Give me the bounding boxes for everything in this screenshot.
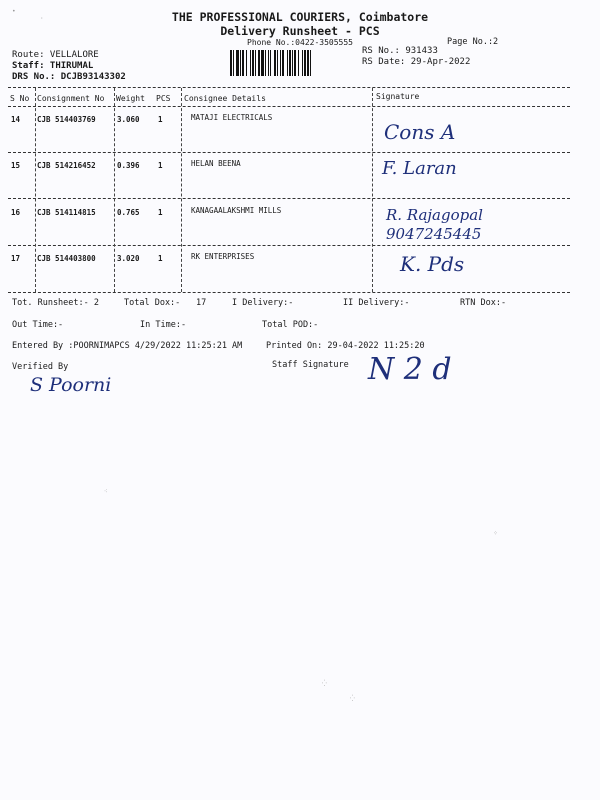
- column-divider: [372, 88, 373, 292]
- column-divider: [114, 88, 115, 292]
- row-weight: 3.060: [117, 115, 140, 124]
- row-sno: 14: [11, 115, 21, 124]
- divider: [8, 292, 570, 293]
- row-pcs: 1: [158, 115, 163, 124]
- row-sno: 16: [11, 208, 21, 217]
- col-header-weight: Weight: [116, 94, 145, 103]
- row-consignment: CJB 514403800: [37, 254, 96, 263]
- scan-speck: •: [12, 8, 16, 15]
- handwritten-signature: Cons A: [384, 120, 456, 144]
- company-name: THE PROFESSIONAL COURIERS, Coimbatore: [171, 10, 429, 24]
- row-consignment: CJB 514114815: [37, 208, 96, 217]
- column-divider: [35, 88, 36, 292]
- total-pod: Total POD:-: [262, 320, 319, 330]
- divider: [8, 87, 570, 88]
- scan-speck: ⁘: [493, 530, 499, 537]
- out-time: Out Time:-: [12, 320, 64, 330]
- total-dox-value: 17: [196, 298, 207, 308]
- col-header-pcs: PCS: [156, 94, 171, 103]
- document-title: Delivery Runsheet - PCS: [220, 24, 380, 38]
- divider: [8, 245, 570, 246]
- staff-signature: N 2 d: [368, 352, 452, 387]
- row-sno: 15: [11, 161, 21, 170]
- rs-date: RS Date: 29-Apr-2022: [362, 57, 471, 67]
- row-consignee: HELAN BEENA: [191, 159, 241, 168]
- row-pcs: 1: [158, 254, 163, 263]
- row-consignee: MATAJI ELECTRICALS: [191, 113, 273, 122]
- scan-speck: ⁛: [322, 680, 327, 687]
- row-weight: 0.396: [117, 161, 140, 170]
- verified-by-label: Verified By: [12, 362, 69, 372]
- divider: [8, 198, 570, 199]
- handwritten-signature: K. Pds: [400, 252, 465, 276]
- drs-number: DRS No.: DCJB93143302: [12, 72, 126, 82]
- scan-speck: ⁖: [104, 488, 108, 495]
- handwritten-phone: 9047245445: [386, 225, 482, 243]
- divider: [8, 106, 570, 107]
- row-weight: 3.020: [117, 254, 140, 263]
- barcode-bar: [311, 50, 314, 76]
- barcode-image: [230, 50, 354, 76]
- rs-number: RS No.: 931433: [362, 46, 438, 56]
- row-pcs: 1: [158, 208, 163, 217]
- row-consignment: CJB 514403769: [37, 115, 96, 124]
- total-runsheet: Tot. Runsheet:- 2: [12, 298, 99, 308]
- i-delivery: I Delivery:-: [232, 298, 294, 308]
- ii-delivery: II Delivery:-: [343, 298, 410, 308]
- entered-by: Entered By :POORNIMAPCS 4/29/2022 11:25:21 AM: [12, 341, 243, 351]
- page-number: Page No.:2: [447, 37, 499, 47]
- col-header-sno: S No: [10, 94, 30, 103]
- col-header-signature: Signature: [376, 92, 420, 101]
- rtn-dox: RTN Dox:-: [460, 298, 507, 308]
- handwritten-signature: F. Laran: [382, 158, 457, 179]
- handwritten-signature: R. Rajagopal: [386, 206, 483, 224]
- row-consignee: RK ENTERPRISES: [191, 252, 255, 261]
- row-consignee: KANAGAALAKSHMI MILLS: [191, 206, 282, 215]
- divider: [8, 152, 570, 153]
- row-consignment: CJB 514216452: [37, 161, 96, 170]
- staff-signature-label: Staff Signature: [272, 360, 349, 370]
- row-weight: 0.765: [117, 208, 140, 217]
- scan-speck: ·: [40, 15, 44, 22]
- row-sno: 17: [11, 254, 21, 263]
- route-label: Route: VELLALORE: [12, 50, 99, 60]
- column-divider: [181, 88, 182, 292]
- phone-number: Phone No.:0422-3505555: [247, 38, 353, 47]
- in-time: In Time:-: [140, 320, 187, 330]
- staff-label: Staff: THIRUMAL: [12, 61, 94, 71]
- col-header-consignment: Consignment No: [37, 94, 105, 103]
- col-header-consignee: Consignee Details: [184, 94, 266, 103]
- total-dox-label: Total Dox:-: [124, 298, 181, 308]
- verified-signature: S Poorni: [30, 374, 112, 396]
- printed-on: Printed On: 29-04-2022 11:25:20: [266, 341, 425, 351]
- scan-speck: ⁛: [350, 695, 355, 702]
- row-pcs: 1: [158, 161, 163, 170]
